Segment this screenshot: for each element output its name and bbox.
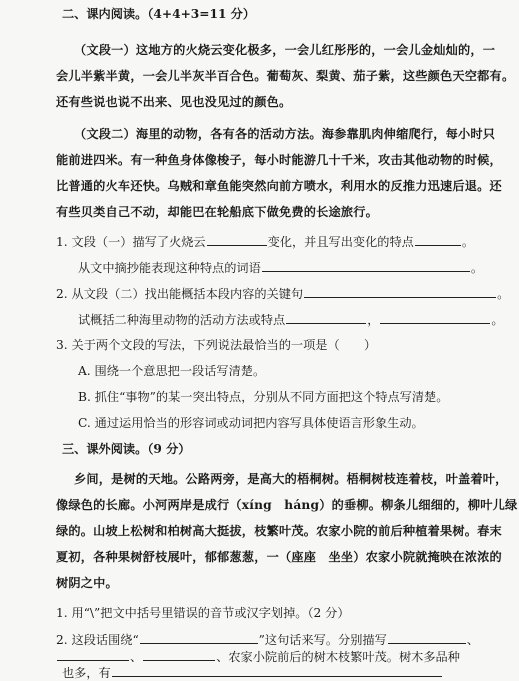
section3-question2-blank-1[interactable] [140, 631, 258, 644]
section3-question2-text-e: 、农家小院前后的树木枝繁叶茂。树木多品种 [216, 650, 460, 664]
question1-blank-2[interactable] [415, 233, 461, 246]
section2-heading: 二、课内阅读。（4+4+3=11 分） [62, 7, 256, 21]
passage2-line4: 有些贝类自己不动，却能巴在轮船底下做免费的长途旅行。 [56, 205, 379, 219]
passage2-line2: 能前进四米。有一种鱼身体像梭子，每小时能游几十千米，攻击其他动物的时候， [56, 153, 502, 167]
question1-blank-3[interactable] [262, 259, 470, 272]
section3-question2-text-c: 、 [466, 633, 479, 647]
question1-text-c: 。 [461, 235, 475, 249]
question3: 3. 关于两个文段的写法，下列说法最恰当的一项是（ ） [56, 338, 377, 352]
passage1-line2: 会儿半紫半黄，一会儿半灰半百合色。葡萄灰、梨黄、茄子紫，这些颜色天空都有。 [56, 69, 515, 83]
question1 [56, 233, 474, 250]
question1-text-a: 1. 文段（一）描写了火烧云 [56, 235, 206, 249]
question1-text-b: 变化，并且写出变化的特点 [267, 235, 414, 249]
question1-blank-1[interactable] [207, 233, 267, 246]
reading-passage-line3: 绿的。山坡上松树和柏树高大挺拔，枝繁叶茂。农家小院的前后种植着果树。春末 [56, 524, 502, 538]
question2-sub [78, 311, 504, 328]
reading-passage-line5: 树阴之中。 [56, 576, 118, 590]
section3-question2-line3 [62, 664, 443, 681]
passage2-line3: 比普通的火车还快。乌贼和章鱼能突然向前方喷水，利用水的反推力迅速后退。还 [56, 179, 502, 193]
question1-text-e: 。 [470, 261, 483, 275]
section3-question2-blank-5[interactable] [112, 664, 442, 677]
question2-text-e: 。 [491, 313, 504, 327]
question2-blank-3[interactable] [380, 311, 490, 324]
question2-text-b: 。 [497, 287, 510, 301]
question3-option-b[interactable]: B. 抓住“事物”的某一突出特点，分别从不同方面把这个特点写清楚。 [78, 390, 449, 404]
question2-text-a: 2. 从文段（二）找出能概括本段内容的关键句 [56, 287, 304, 301]
question2-blank-1[interactable] [304, 285, 496, 298]
question3-option-c[interactable]: C. 通过运用恰当的形容词或动词把内容写具体使语言形象生动。 [78, 416, 424, 430]
question1-sub [78, 259, 483, 276]
passage1-line3: 还有些说也说不出来、见也没见过的颜色。 [56, 95, 292, 109]
question2-text-c: 试概括二种海里动物的活动方法或特点 [78, 313, 286, 327]
section3-question2-text-d: 、 [130, 650, 143, 664]
question2 [56, 285, 509, 302]
question2-text-d: ， [367, 313, 380, 327]
section3-question2-text-b: ”这句话来写。分别描写 [258, 633, 387, 647]
section3-question2-blank-3[interactable] [57, 648, 129, 661]
section3-question2-blank-4[interactable] [143, 648, 215, 661]
passage1-line1: （文段一）这地方的火烧云变化极多，一会儿红彤彤的，一会儿金灿灿的，一 [74, 43, 496, 57]
section3-question2-text-f: 也多，有 [62, 666, 111, 680]
section3-question2-text-a: 2. 这段话围绕“ [56, 633, 139, 647]
section3-question2 [56, 631, 479, 648]
question2-blank-2[interactable] [286, 311, 366, 324]
section3-question2-line2 [56, 648, 460, 665]
question3-option-a[interactable]: A. 围绕一个意思把一段话写清楚。 [78, 364, 266, 378]
reading-passage-line1: 乡间，是树的天地。公路两旁，是高大的梧桐树。梧桐树枝连着枝，叶盖着叶， [74, 472, 508, 486]
passage2-line1: （文段二）海里的动物，各有各的活动方法。海参靠肌肉伸缩爬行，每小时只 [74, 127, 496, 141]
question1-text-d: 从文中摘抄能表现这种特点的词语 [78, 261, 261, 275]
reading-passage-line2: 像绿色的长廊。小河两岸是成行（xíng háng）的垂柳。柳条儿细细的，柳叶儿绿 [56, 498, 518, 512]
section3-heading: 三、课外阅读。（9 分） [62, 442, 191, 456]
section3-question2-blank-2[interactable] [388, 631, 466, 644]
reading-passage-line4: 夏初，各种果树舒枝展叶，郁郁葱葱，一（座座 坐坐）农家小院就掩映在浓浓的 [56, 550, 502, 564]
section3-question1: 1. 用“\”把文中括号里错误的音节或汉字划掉。（2 分） [56, 606, 350, 620]
